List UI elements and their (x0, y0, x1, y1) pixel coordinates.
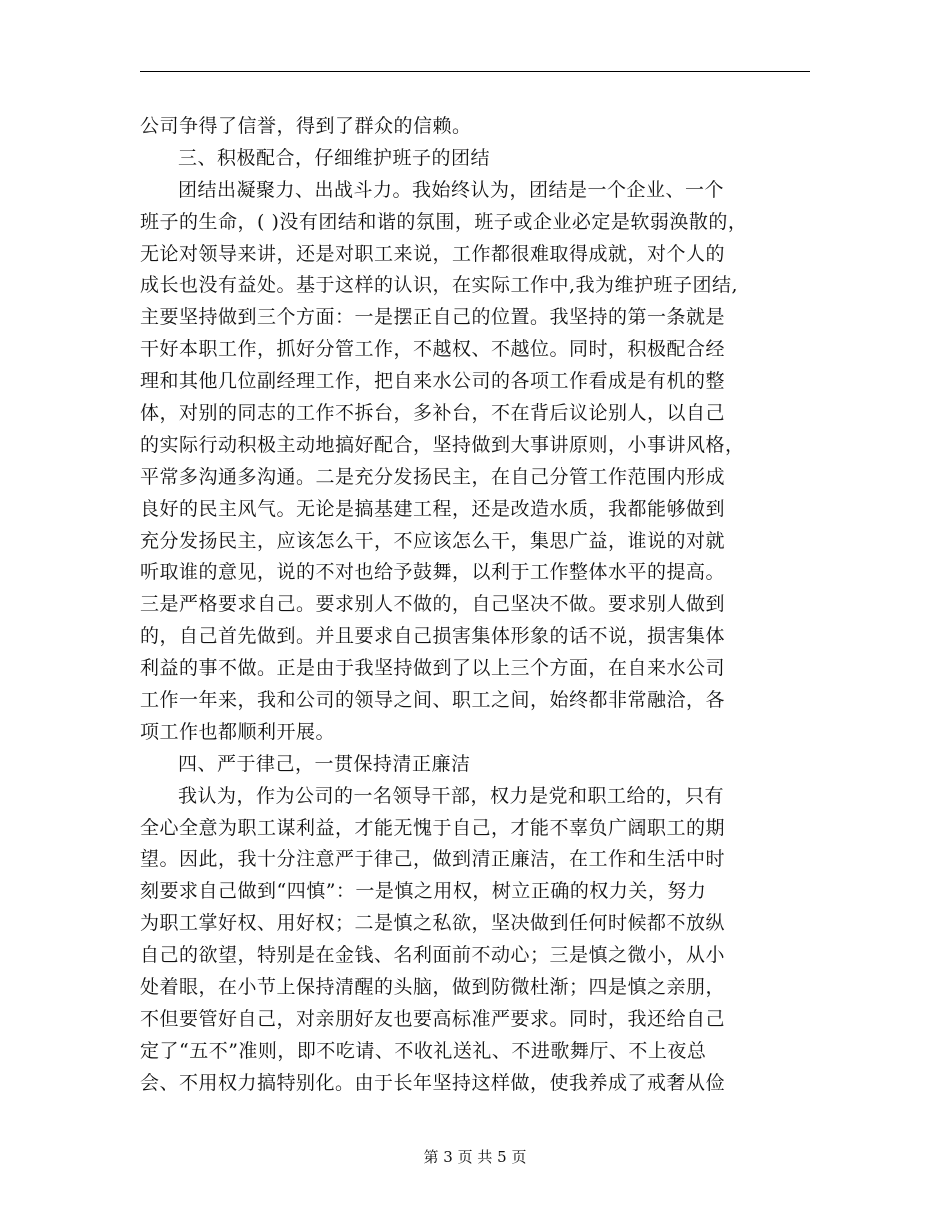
text-line: 成长也没有益处。基于这样的认识，在实际工作中,我为维护班子团结, (140, 274, 739, 297)
text-line: 听取谁的意见，说的不对也给予鼓舞，以利于工作整体水平的提高。 (140, 561, 726, 584)
text-line: 处着眼，在小节上保持清醒的头脑，做到防微杜渐；四是慎之亲朋， (140, 976, 726, 999)
section-heading: 三、积极配合，仔细维护班子的团结 (178, 146, 491, 169)
text-line: 三是严格要求自己。要求别人不做的，自己坚决不做。要求别人做到 (140, 593, 726, 616)
page-number-footer: 第 3 页 共 5 页 (423, 1148, 527, 1166)
text-line: 的实际行动积极主动地搞好配合，坚持做到大事讲原则，小事讲风格， (140, 433, 745, 456)
text-line: 理和其他几位副经理工作，把自来水公司的各项工作看成是有机的整 (140, 370, 726, 393)
text-line: 团结出凝聚力、出战斗力。我始终认为，团结是一个企业、一个 (178, 178, 725, 201)
text-line: 望。因此，我十分注意严于律己，做到清正廉洁，在工作和生活中时 (140, 848, 726, 871)
text-line: 体，对别的同志的工作不拆台，多补台，不在背后议论别人，以自己 (140, 402, 726, 425)
text-line: 无论对领导来讲，还是对职工来说，工作都很难取得成就，对个人的 (140, 242, 726, 265)
text-line: 良好的民主风气。无论是搞基建工程，还是改造水质，我都能够做到 (140, 497, 726, 520)
text-line: 不但要管好自己，对亲朋好友也要高标准严要求。同时，我还给自己 (140, 1007, 726, 1030)
text-line: 我认为，作为公司的一名领导干部，权力是党和职工给的，只有 (178, 784, 725, 807)
text-line: 项工作也都顺利开展。 (140, 720, 336, 743)
text-line: 工作一年来，我和公司的领导之间、职工之间，始终都非常融洽，各 (140, 689, 726, 712)
text-line: 充分发扬民主，应该怎么干，不应该怎么干，集思广益，谁说的对就 (140, 529, 726, 552)
text-line: 公司争得了信誉，得到了群众的信赖。 (140, 115, 472, 137)
header-rule (140, 71, 810, 72)
text-line: 自己的欲望，特别是在金钱、名利面前不动心；三是慎之微小，从小 (140, 944, 726, 967)
section-heading: 四、严于律己，一贯保持清正廉洁 (178, 752, 471, 775)
text-line: 会、不用权力搞特别化。由于长年坚持这样做，使我养成了戒奢从俭 (140, 1071, 726, 1094)
body-text (140, 111, 810, 1100)
text-line: 干好本职工作，抓好分管工作，不越权、不越位。同时，积极配合经 (140, 338, 726, 361)
text-line: 刻要求自己做到“四慎”：一是慎之用权，树立正确的权力关，努力 (140, 880, 707, 903)
text-line: 为职工掌好权、用好权；二是慎之私欲，坚决做到任何时候都不放纵 (140, 912, 726, 935)
text-line: 主要坚持做到三个方面：一是摆正自己的位置。我坚持的第一条就是 (140, 306, 726, 329)
text-line: 班子的生命，( )没有团结和谐的氛围，班子或企业必定是软弱涣散的， (140, 210, 748, 233)
text-line: 平常多沟通多沟通。二是充分发扬民主，在自己分管工作范围内形成 (140, 465, 726, 488)
text-line: 全心全意为职工谋利益，才能无愧于自己，才能不辜负广阔职工的期 (140, 816, 726, 839)
text-line: 定了“五不”准则，即不吃请、不收礼送礼、不进歌舞厅、不上夜总 (140, 1039, 707, 1062)
text-line: 利益的事不做。正是由于我坚持做到了以上三个方面，在自来水公司 (140, 657, 726, 680)
text-line: 的，自己首先做到。并且要求自己损害集体形象的话不说，损害集体 (140, 625, 726, 648)
